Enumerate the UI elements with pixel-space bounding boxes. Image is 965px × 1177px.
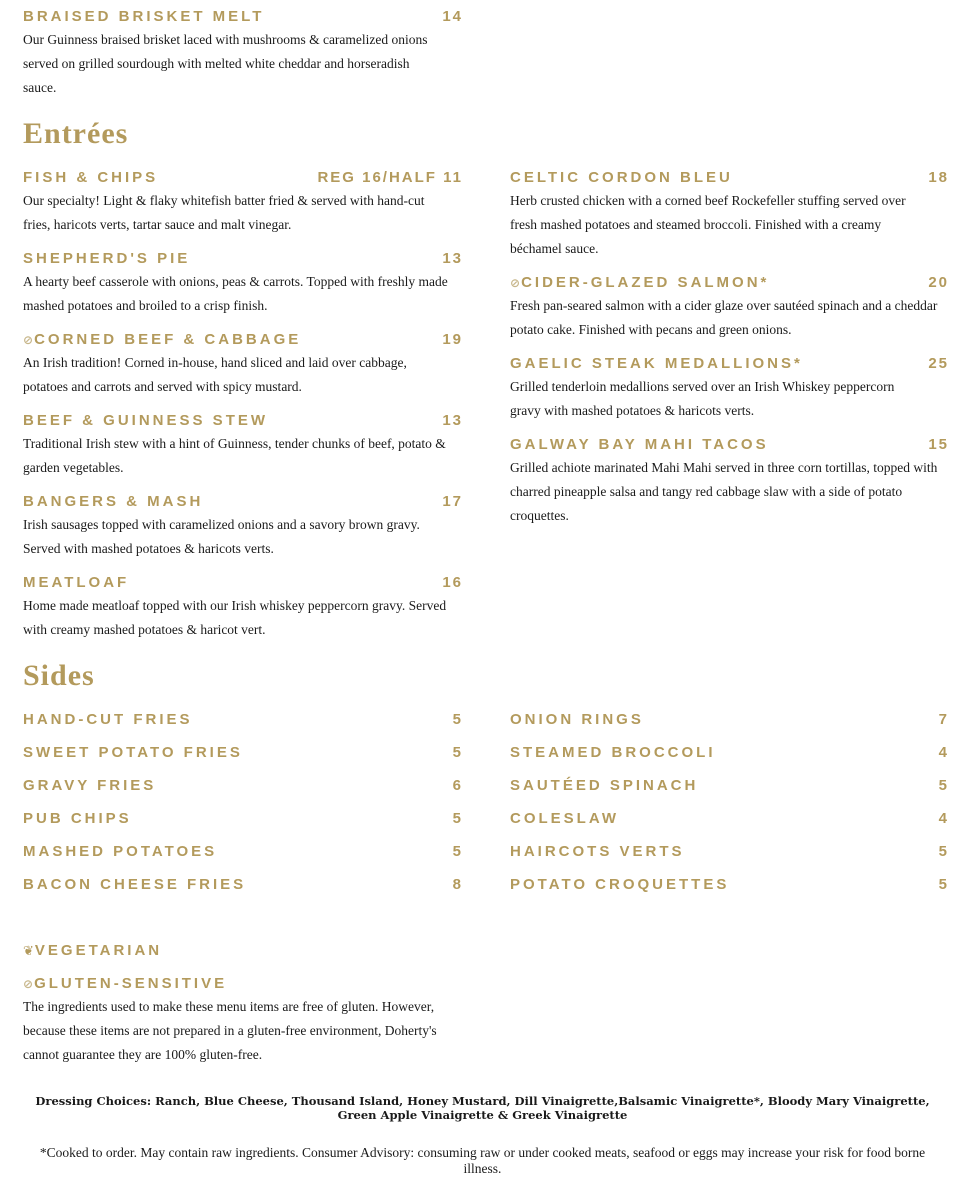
gluten-free-icon: ⊘	[23, 333, 34, 347]
side-price: 5	[938, 777, 949, 794]
side-price: 6	[452, 777, 463, 794]
item-desc-corned-beef-cabbage: An Irish tradition! Corned in-house, hand sliced and laid over cabbage, potatoes and carrots and served with spicy mustard.	[23, 355, 407, 394]
consumer-advisory: *Cooked to order. May contain raw ingredients. Consumer Advisory: consuming raw or under cooked meats, seafood or eggs may increase your risk for food borne illness.	[39, 1145, 926, 1176]
item-desc-meatloaf: Home made meatloaf topped with our Irish whiskey peppercorn gravy. Served with creamy mashed potatoes & haricot vert.	[23, 598, 447, 637]
item-price-cider-glazed-salmon: 20	[928, 274, 949, 291]
item-price-corned-beef-cabbage: 19	[442, 331, 463, 348]
item-title-corned-beef-cabbage	[23, 331, 301, 349]
item-title-text: CIDER-GLAZED SALMON*	[521, 274, 770, 291]
item-title-gaelic-steak-medallions: GAELIC STEAK MEDALLIONS*	[510, 355, 803, 372]
side-price: 5	[938, 843, 949, 860]
item-desc-cider-glazed-salmon: Fresh pan-seared salmon with a cider glaze over sautéed spinach and a cheddar potato cake. Finished with pecans and green onions.	[510, 298, 938, 337]
gluten-free-icon: ⊘	[510, 276, 521, 290]
item-desc-galway-bay-mahi-tacos: Grilled achiote marinated Mahi Mahi served in three corn tortillas, topped with charred pineapple salsa and tangy red cabbage slaw with a side of potato croquettes.	[510, 460, 938, 523]
side-title: HAND-CUT FRIES	[23, 711, 193, 728]
side-title: ONION RINGS	[510, 711, 644, 728]
side-title: BACON CHEESE FRIES	[23, 876, 247, 893]
item-title-braised-brisket-melt: BRAISED BRISKET MELT	[23, 8, 265, 25]
item-price-bangers-mash: 17	[442, 493, 463, 510]
item-title-meatloaf: MEATLOAF	[23, 574, 130, 591]
side-price: 8	[452, 876, 463, 893]
item-title-fish-chips: FISH & CHIPS	[23, 169, 159, 186]
side-title: POTATO CROQUETTES	[510, 876, 730, 893]
item-title-beef-guinness-stew: BEEF & GUINNESS STEW	[23, 412, 269, 429]
item-price-galway-bay-mahi-tacos: 15	[928, 436, 949, 453]
side-title: SWEET POTATO FRIES	[23, 744, 243, 761]
item-desc-fish-chips: Our specialty! Light & flaky whitefish batter fried & served with hand-cut fries, haricots verts, tartar sauce and malt vinegar.	[23, 193, 425, 232]
item-price-meatloaf: 16	[442, 574, 463, 591]
sides-heading: Sides	[23, 659, 95, 692]
legend-vegetarian-label: VEGETARIAN	[34, 942, 163, 959]
side-price: 5	[452, 810, 463, 827]
item-desc-shepherds-pie: A hearty beef casserole with onions, peas & carrots. Topped with freshly made mashed potatoes and broiled to a crisp finish.	[23, 274, 448, 313]
side-title: SAUTÉED SPINACH	[510, 777, 699, 794]
side-title: HAIRCOTS VERTS	[510, 843, 685, 860]
side-price: 5	[452, 744, 463, 761]
item-desc-bangers-mash: Irish sausages topped with caramelized onions and a savory brown gravy. Served with mashed potatoes & haricots verts.	[23, 517, 420, 556]
item-desc-beef-guinness-stew: Traditional Irish stew with a hint of Guinness, tender chunks of beef, potato & garden vegetables.	[23, 436, 446, 475]
side-price: 5	[452, 843, 463, 860]
side-title: PUB CHIPS	[23, 810, 132, 827]
item-price-celtic-cordon-bleu: 18	[928, 169, 949, 186]
leaf-icon: ❦	[23, 943, 34, 958]
side-title: MASHED POTATOES	[23, 843, 218, 860]
side-price: 4	[938, 744, 949, 761]
item-title-bangers-mash: BANGERS & MASH	[23, 493, 204, 510]
side-price: 5	[938, 876, 949, 893]
item-desc-gaelic-steak-medallions: Grilled tenderloin medallions served over an Irish Whiskey peppercorn gravy with mashed potatoes & haricots verts.	[510, 379, 895, 418]
item-price-fish-chips: REG 16/HALF 11	[317, 169, 463, 186]
side-title: GRAVY FRIES	[23, 777, 157, 794]
item-title-text: CORNED BEEF & CABBAGE	[34, 331, 302, 348]
item-desc-celtic-cordon-bleu: Herb crusted chicken with a corned beef Rockefeller stuffing served over fresh mashed potatoes and steamed broccoli. Finished with a creamy béchamel sauce.	[510, 193, 906, 256]
item-price-gaelic-steak-medallions: 25	[928, 355, 949, 372]
side-title: COLESLAW	[510, 810, 619, 827]
item-title-shepherds-pie: SHEPHERD'S PIE	[23, 250, 191, 267]
dressing-choices: Dressing Choices: Ranch, Blue Cheese, Thousand Island, Honey Mustard, Dill Vinaigrette,Balsamic Vinaigrette*, Bloody Mary Vinaigrette, Green Apple Vinaigrette & Greek Vinaigrette	[35, 1094, 930, 1122]
side-price: 7	[938, 711, 949, 728]
legend-gluten-desc: The ingredients used to make these menu items are free of gluten. However, because these items are not prepared in a gluten-free environment, Doherty's cannot guarantee they are 100% gluten-free.	[23, 999, 437, 1062]
entrees-heading: Entrées	[23, 117, 129, 150]
item-price-braised-brisket-melt: 14	[442, 8, 463, 25]
item-price-beef-guinness-stew: 13	[442, 412, 463, 429]
legend-gluten-sensitive	[23, 975, 227, 993]
side-price: 4	[938, 810, 949, 827]
side-price: 5	[452, 711, 463, 728]
item-desc-braised-brisket-melt: Our Guinness braised brisket laced with mushrooms & caramelized onions served on grilled sourdough with melted white cheddar and horseradish sauce.	[23, 32, 428, 95]
item-title-celtic-cordon-bleu: CELTIC CORDON BLEU	[510, 169, 733, 186]
item-title-cider-glazed-salmon	[510, 274, 769, 292]
legend-gluten-label: GLUTEN-SENSITIVE	[34, 975, 228, 992]
legend-vegetarian	[23, 942, 162, 960]
gluten-free-icon: ⊘	[23, 977, 34, 991]
side-title: STEAMED BROCCOLI	[510, 744, 716, 761]
item-title-galway-bay-mahi-tacos: GALWAY BAY MAHI TACOS	[510, 436, 769, 453]
item-price-shepherds-pie: 13	[442, 250, 463, 267]
